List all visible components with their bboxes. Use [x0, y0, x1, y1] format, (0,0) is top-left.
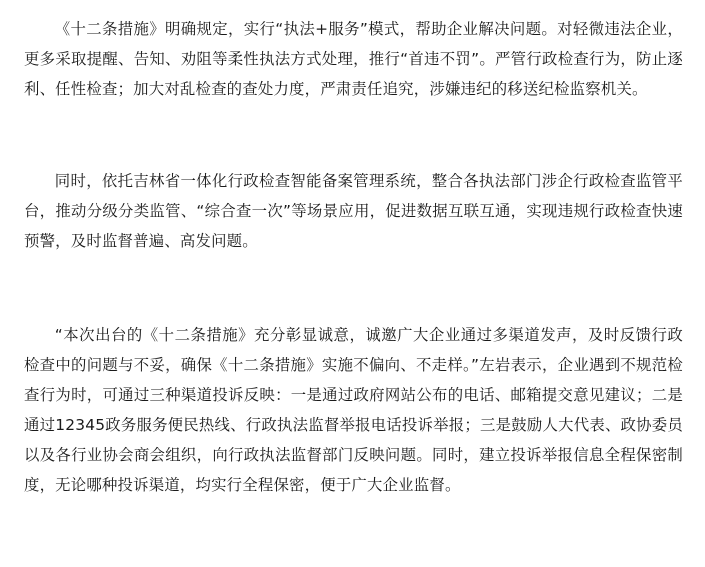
paragraph-1: 《十二条措施》明确规定，实行“执法+服务”模式，帮助企业解决问题。对轻微违法企业，更多采取提醒、告知、劝阻等柔性执法方式处理，推行“首违不罚”。严管行政检查行为，防止逐利、任性检查；加大对乱检查的查处力度，严肃责任追究，涉嫌违纪的移送纪检监察机关。: [24, 20, 683, 98]
paragraph-2: 同时，依托吉林省一体化行政检查智能备案管理系统，整合各执法部门涉企行政检查监管平台，推动分级分类监管、“综合查一次”等场景应用，促进数据互联互通，实现违规行政检查快速预警，及时监督普遍、高发问题。: [24, 172, 683, 250]
paragraph-3: “本次出台的《十二条措施》充分彰显诚意，诚邀广大企业通过多渠道发声，及时反馈行政检查中的问题与不妥，确保《十二条措施》实施不偏向、不走样。”左岩表示，企业遇到不规范检查行为时，可通过三种渠道投诉反映：一是通过政府网站公布的电话、邮箱提交意见建议；二是通过12345政务服务便民热线、行政执法监督举报电话投诉举报；三是鼓励人大代表、政协委员以及各行业协会商会组织，向行政执法监督部门反映问题。同时，建立投诉举报信息全程保密制度，无论哪种投诉渠道，均实行全程保密，便于广大企业监督。: [24, 326, 683, 494]
paragraph-spacer-2: [24, 256, 683, 320]
paragraph-spacer-1: [24, 104, 683, 166]
